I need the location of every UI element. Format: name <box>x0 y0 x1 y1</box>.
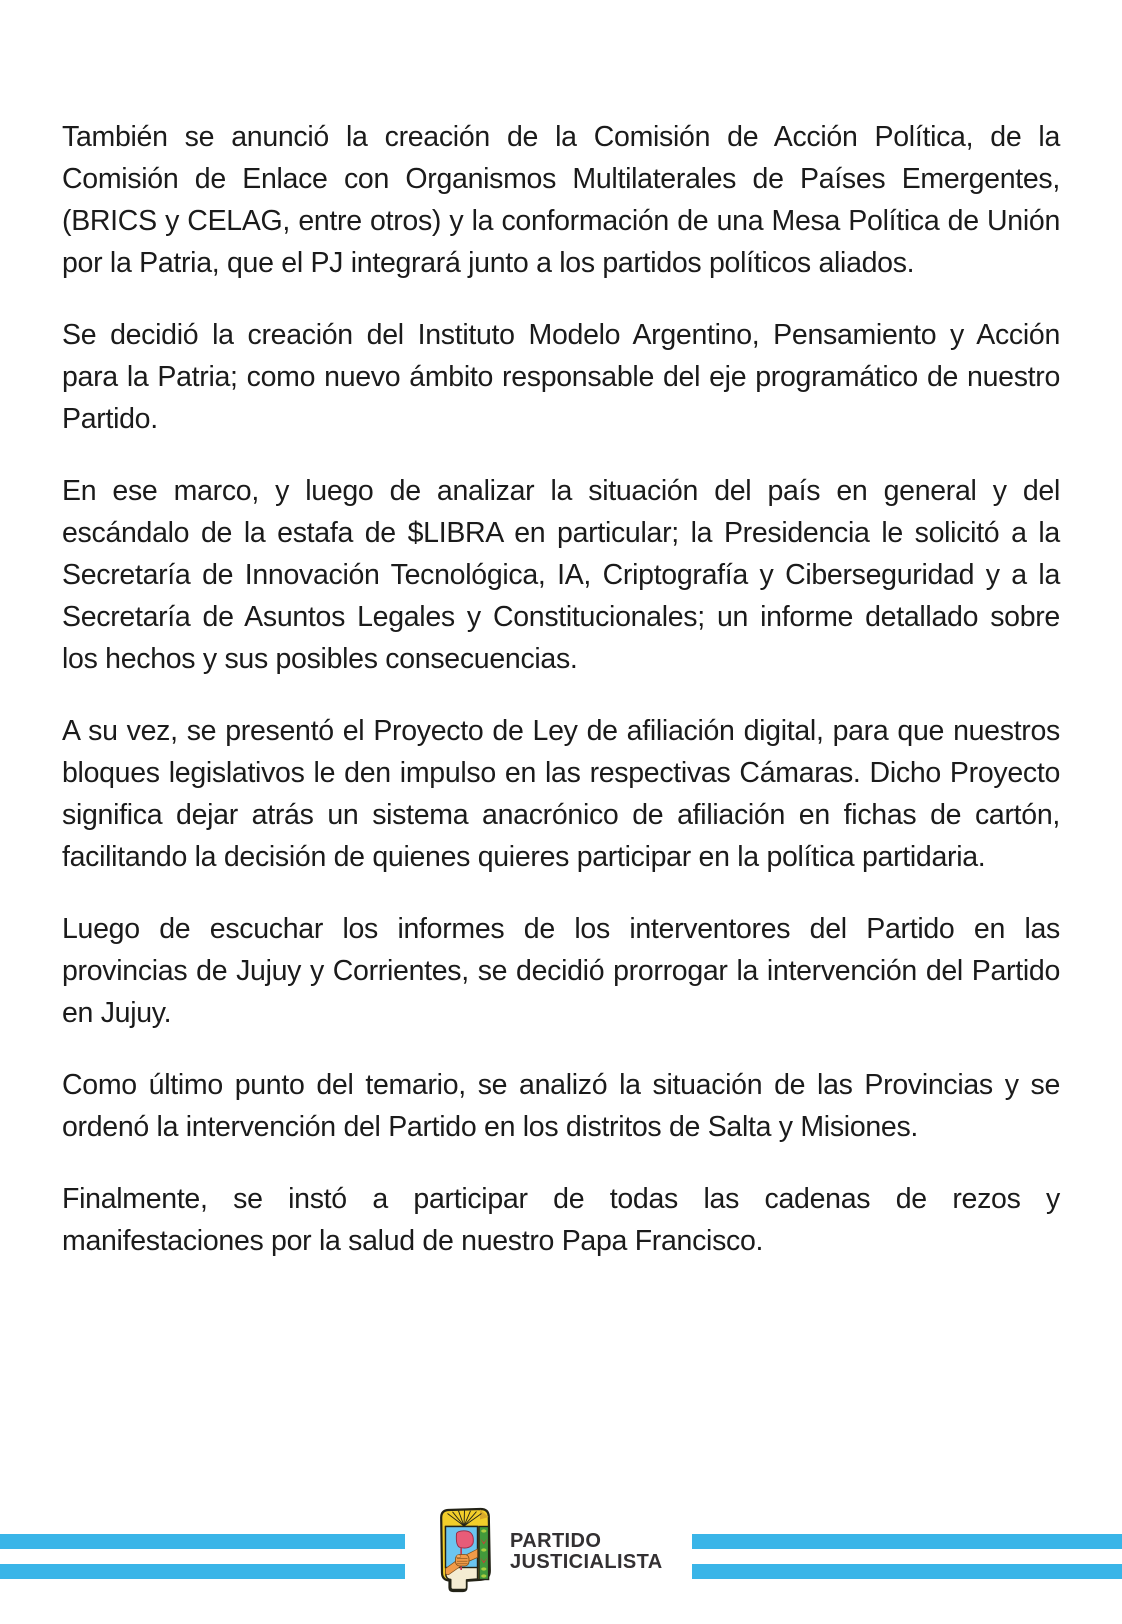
paragraph-7: Finalmente, se instó a participar de todas las cadenas de rezos y manifestaciones por la salud de nuestro Papa Francisco. <box>62 1183 1060 1257</box>
press-release-body <box>62 116 1060 1262</box>
paragraph-4: A su vez, se presentó el Proyecto de Ley de afiliación digital, para que nuestros bloques legislativos le den impulso en las respectivas Cámaras. Dicho Proyecto significa dejar atrás un sistema anacrónico de afiliación en fichas de cartón, facilitando la decisión de quienes quieres participar en la política partidaria. <box>62 715 1060 873</box>
flag-stripe-right-bottom <box>692 1564 1122 1579</box>
pj-wordmark <box>510 1531 663 1573</box>
paragraph-5: Luego de escuchar los informes de los interventores del Partido en las provincias de Jujuy y Corrientes, se decidió prorrogar la intervención del Partido en Jujuy. <box>62 913 1060 1029</box>
pj-shield-icon <box>435 1504 497 1593</box>
flag-stripe-left-top <box>0 1534 405 1549</box>
paragraph-1: También se anunció la creación de la Comisión de Acción Política, de la Comisión de Enlace con Organismos Multilaterales de Países Emergentes, (BRICS y CELAG, entre otros) y la conformación de una Mesa Política de Unión por la Patria, que el PJ integrará junto a los partidos políticos aliados. <box>62 121 1060 279</box>
paragraph-2: Se decidió la creación del Instituto Modelo Argentino, Pensamiento y Acción para la Patria; como nuevo ámbito responsable del eje programático de nuestro Partido. <box>62 319 1060 435</box>
wordmark-line1: PARTIDO <box>510 1530 602 1552</box>
wordmark-line2: JUSTICIALISTA <box>510 1551 663 1573</box>
flag-stripe-left-bottom <box>0 1564 405 1579</box>
paragraph-6: Como último punto del temario, se analizó la situación de las Provincias y se ordenó la intervención del Partido en los distritos de Salta y Misiones. <box>62 1069 1060 1143</box>
flag-stripe-right-top <box>692 1534 1122 1549</box>
paragraph-3: En ese marco, y luego de analizar la situación del país en general y del escándalo de la estafa de $LIBRA en particular; la Presidencia le solicitó a la Secretaría de Innovación Tecnológica, IA, Criptografía y Ciberseguridad y a la Secretaría de Asuntos Legales y Constitucionales; un informe detallado sobre los hechos y sus posibles consecuencias. <box>62 475 1060 675</box>
